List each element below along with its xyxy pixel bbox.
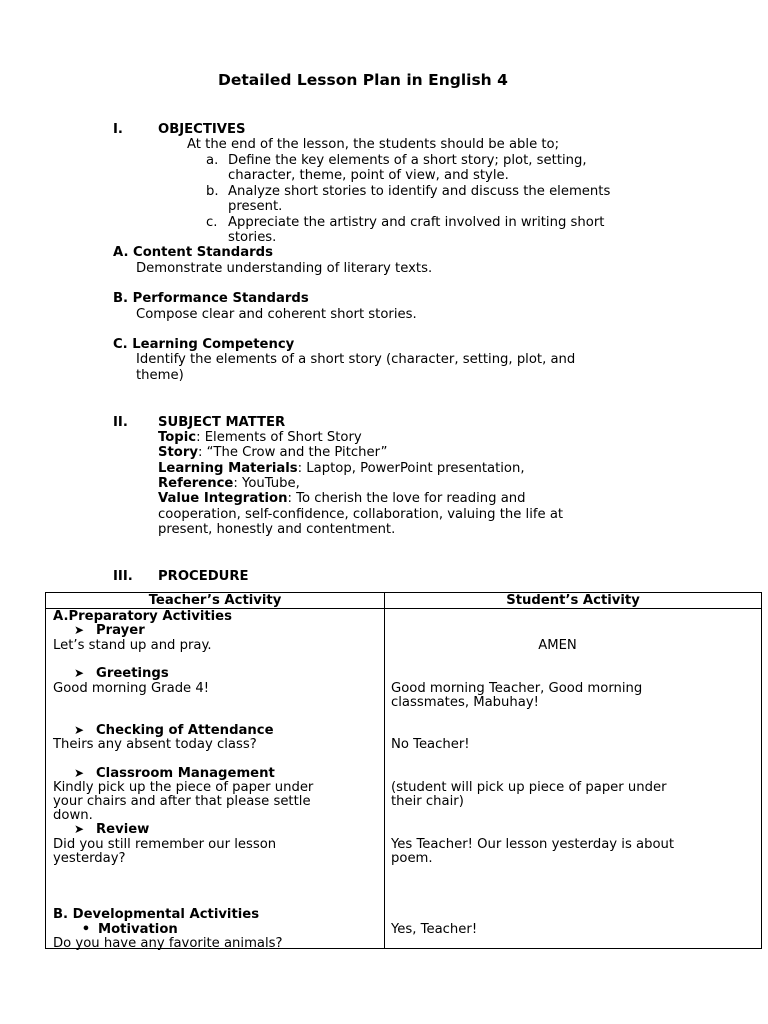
- greetings-heading: [74, 666, 169, 681]
- objectives-intro: At the end of the lesson, the students should be able to;: [187, 137, 560, 152]
- management-line2: your chairs and after that please settle: [53, 794, 311, 809]
- story-value: : “The Crow and the Pitcher”: [197, 445, 388, 460]
- story-row: [158, 445, 387, 460]
- objectives-numeral: I.: [113, 122, 123, 137]
- prayer-reply: AMEN: [538, 638, 577, 653]
- review-label: Review: [96, 822, 150, 837]
- greetings-reply-line1: Good morning Teacher, Good morning: [391, 681, 643, 696]
- teacher-activity-cell: [46, 609, 385, 949]
- greetings-reply-line2: classmates, Mabuhay!: [391, 695, 539, 710]
- value-integration-row: [158, 491, 526, 506]
- arrow-bullet-icon: ➤: [74, 723, 85, 737]
- student-activity-cell: [385, 609, 762, 949]
- subject-matter-numeral: II.: [113, 415, 128, 430]
- review-reply-line1: Yes Teacher! Our lesson yesterday is about: [391, 837, 675, 852]
- procedure-numeral: III.: [113, 569, 133, 584]
- management-label: Classroom Management: [96, 766, 275, 781]
- greetings-label: Greetings: [96, 666, 169, 681]
- attendance-label: Checking of Attendance: [96, 723, 274, 738]
- reference-label: Reference: [158, 476, 234, 491]
- prayer-label: Prayer: [96, 623, 145, 638]
- greetings-text: Good morning Grade 4!: [53, 681, 210, 696]
- attendance-heading: [74, 723, 274, 738]
- objective-c-line1: Appreciate the artistry and craft involved in writing short: [228, 215, 605, 230]
- story-label: Story: [158, 445, 198, 460]
- materials-label: Learning Materials: [158, 461, 298, 476]
- content-standards-heading: A. Content Standards: [113, 245, 273, 260]
- arrow-bullet-icon: ➤: [74, 766, 85, 780]
- procedure-table: [45, 592, 762, 949]
- developmental-activities-heading: B. Developmental Activities: [53, 907, 260, 922]
- review-heading: [74, 822, 149, 837]
- reference-row: [158, 476, 300, 491]
- bullet-icon: •: [81, 922, 91, 937]
- topic-row: [158, 430, 362, 445]
- value-integration-line2: cooperation, self-confidence, collaboration, valuing the life at: [158, 507, 564, 522]
- arrow-bullet-icon: ➤: [74, 822, 85, 836]
- performance-standards-heading: B. Performance Standards: [113, 291, 309, 306]
- objective-b-line1: Analyze short stories to identify and discuss the elements: [228, 184, 611, 199]
- attendance-reply: No Teacher!: [391, 737, 470, 752]
- management-line1: Kindly pick up the piece of paper under: [53, 780, 314, 795]
- objective-a-line2: character, theme, point of view, and style.: [228, 168, 509, 183]
- objective-c-line2: stories.: [228, 230, 277, 245]
- preparatory-activities-heading: A.Preparatory Activities: [53, 609, 232, 624]
- content-standards-text: Demonstrate understanding of literary texts.: [136, 261, 433, 276]
- reference-value: : YouTube,: [233, 476, 300, 491]
- objective-marker-a: a.: [206, 153, 219, 168]
- procedure-heading: PROCEDURE: [158, 569, 249, 584]
- motivation-label: Motivation: [98, 922, 178, 937]
- subject-matter-heading: SUBJECT MATTER: [158, 415, 286, 430]
- materials-value: : Laptop, PowerPoint presentation,: [297, 461, 525, 476]
- value-integration-line1: : To cherish the love for reading and: [287, 491, 526, 506]
- topic-value: : Elements of Short Story: [196, 430, 362, 445]
- prayer-heading: [74, 623, 145, 638]
- review-line1: Did you still remember our lesson: [53, 837, 277, 852]
- management-heading: [74, 766, 275, 781]
- topic-label: Topic: [158, 430, 197, 445]
- management-reply-line1: (student will pick up piece of paper under: [391, 780, 667, 795]
- objectives-heading: OBJECTIVES: [158, 122, 246, 137]
- objective-a-line1: Define the key elements of a short story; plot, setting,: [228, 153, 587, 168]
- learning-competency-heading: C. Learning Competency: [113, 337, 295, 352]
- attendance-text: Theirs any absent today class?: [53, 737, 257, 752]
- prayer-text: Let’s stand up and pray.: [53, 638, 212, 653]
- motivation-reply: Yes, Teacher!: [391, 922, 478, 937]
- materials-row: [158, 461, 525, 476]
- col-teacher-header: Teacher’s Activity: [46, 593, 385, 609]
- learning-competency-line1: Identify the elements of a short story (character, setting, plot, and: [136, 352, 576, 367]
- arrow-bullet-icon: ➤: [74, 623, 85, 637]
- management-line3: down.: [53, 808, 93, 823]
- review-line2: yesterday?: [53, 851, 126, 866]
- review-reply-line2: poem.: [391, 851, 433, 866]
- motivation-text: Do you have any favorite animals?: [53, 936, 283, 951]
- value-integration-line3: present, honestly and contentment.: [158, 522, 396, 537]
- page-title: Detailed Lesson Plan in English 4: [218, 71, 508, 89]
- performance-standards-text: Compose clear and coherent short stories.: [136, 307, 417, 322]
- objective-marker-c: c.: [206, 215, 218, 230]
- objective-marker-b: b.: [206, 184, 219, 199]
- col-student-header: Student’s Activity: [385, 593, 762, 609]
- motivation-heading: [74, 922, 178, 937]
- objective-b-line2: present.: [228, 199, 283, 214]
- value-integration-label: Value Integration: [158, 491, 288, 506]
- management-reply-line2: their chair): [391, 794, 464, 809]
- arrow-bullet-icon: ➤: [74, 666, 85, 680]
- learning-competency-line2: theme): [136, 368, 184, 383]
